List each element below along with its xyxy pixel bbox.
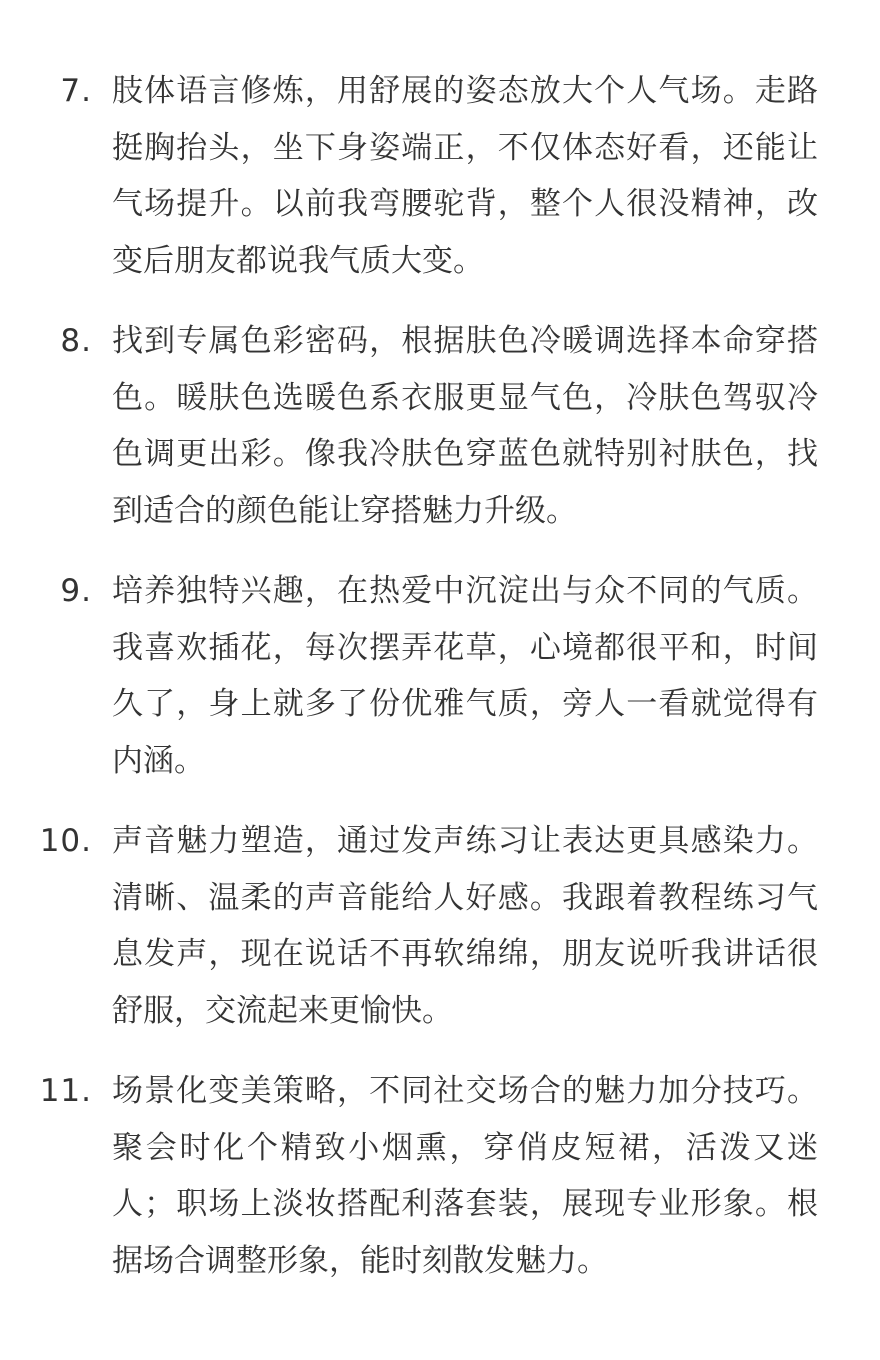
list-item-number: 10.	[39, 823, 92, 859]
list-item	[0, 63, 880, 289]
list-item-text: 肢体语言修炼，用舒展的姿态放大个人气场。走路挺胸抬头，坐下身姿端正，不仅体态好看，还能让气场提升。以前我弯腰驼背，整个人很没精神，改变后朋友都说我气质大变。	[112, 73, 818, 279]
list-item	[0, 563, 880, 789]
list-item-number: 7.	[60, 73, 92, 109]
numbered-list	[0, 63, 880, 1313]
list-item-number: 8.	[60, 323, 92, 359]
list-item	[0, 313, 880, 539]
list-item	[0, 813, 880, 1039]
list-item-text: 培养独特兴趣，在热爱中沉淀出与众不同的气质。我喜欢插花，每次摆弄花草，心境都很平和，时间久了，身上就多了份优雅气质，旁人一看就觉得有内涵。	[112, 573, 818, 779]
list-item-number: 11.	[39, 1073, 92, 1109]
list-item-text: 找到专属色彩密码，根据肤色冷暖调选择本命穿搭色。暖肤色选暖色系衣服更显气色，冷肤色驾驭冷色调更出彩。像我冷肤色穿蓝色就特别衬肤色，找到适合的颜色能让穿搭魅力升级。	[112, 323, 818, 529]
list-item	[0, 1063, 880, 1289]
list-item-text: 声音魅力塑造，通过发声练习让表达更具感染力。清晰、温柔的声音能给人好感。我跟着教程练习气息发声，现在说话不再软绵绵，朋友说听我讲话很舒服，交流起来更愉快。	[112, 823, 818, 1029]
list-item-number: 9.	[60, 573, 92, 609]
list-item-text: 场景化变美策略，不同社交场合的魅力加分技巧。聚会时化个精致小烟熏，穿俏皮短裙，活泼又迷人；职场上淡妆搭配利落套装，展现专业形象。根据场合调整形象，能时刻散发魅力。	[112, 1073, 818, 1279]
